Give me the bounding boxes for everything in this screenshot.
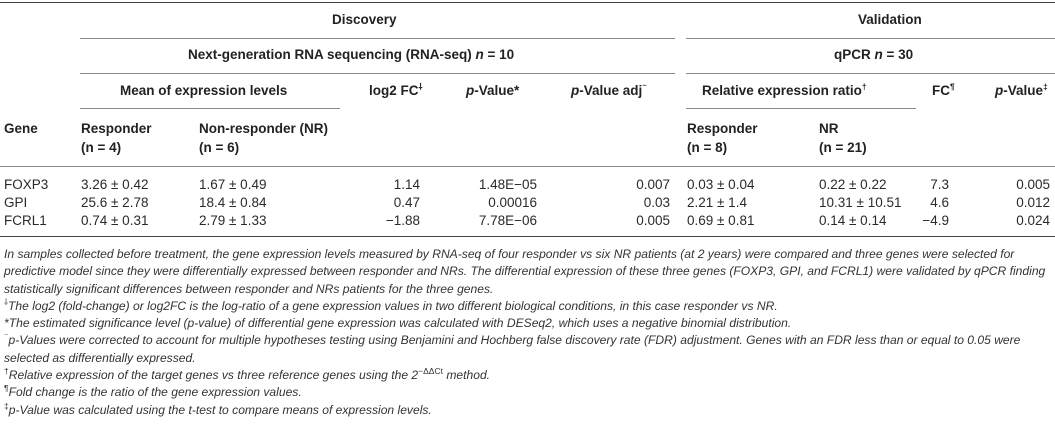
pvalue-validation-cell: 0.024: [1016, 213, 1050, 228]
footnote-pvalue-adj: ⁻p-Values were corrected to account for multiple hypotheses testing using Benjamini and Hochberg false discovery rate (FDR) adjustment. Genes with an FDR less than or equal to 0.05 were selected as differentially expressed.: [4, 331, 1021, 365]
responder-validation-cell: 0.69 ± 0.81: [687, 213, 755, 228]
fc-cell: 4.6: [930, 195, 949, 210]
nr-validation-cell: 10.31 ± 10.51: [819, 195, 902, 210]
responder-cell: 25.6 ± 2.78: [81, 195, 149, 210]
pvalue-validation-cell: 0.012: [1016, 195, 1050, 210]
pvalue-adj-cell: 0.007: [636, 177, 670, 192]
nonresponder-n: (n = 6): [199, 140, 240, 155]
nr-validation-n: (n = 21): [819, 140, 867, 155]
table-top-rule: [0, 2, 1055, 3]
pvalue-adj-cell: 0.005: [636, 213, 670, 228]
footnote-ttest: ‡p-Value was calculated using the t-test to compare means of expression levels.: [4, 400, 432, 417]
log2fc-heading: log2 FC⸸: [369, 81, 423, 98]
gene-cell: FCRL1: [4, 213, 47, 228]
table-footnotes: [4, 246, 1050, 419]
pvalue-cell: 7.78E−06: [478, 213, 537, 228]
responder-validation-n: (n = 8): [687, 140, 728, 155]
responder-validation-heading: Responder: [687, 121, 758, 136]
header-bottom-rule: [0, 166, 1055, 167]
footnote-fold-change: ¶Fold change is the ratio of the gene expression values.: [4, 383, 302, 400]
nonresponder-cell: 2.79 ± 1.33: [199, 213, 267, 228]
pvalue-heading: p-Value*: [466, 83, 520, 98]
fc-cell: 7.3: [930, 177, 949, 192]
nonresponder-cell: 1.67 ± 0.49: [199, 177, 267, 192]
pvalue-cell: 1.48E−05: [478, 177, 537, 192]
rel-expr-rule: [686, 108, 916, 109]
pvalue-validation-heading: p-Value‡: [995, 81, 1048, 98]
nonresponder-cell: 18.4 ± 0.84: [199, 195, 267, 210]
rnaseq-heading: Next-generation RNA sequencing (RNA-seq) n = 10: [188, 47, 515, 62]
relative-expression-heading: Relative expression ratio†: [702, 81, 867, 98]
fc-cell: −4.9: [922, 213, 949, 228]
mean-expr-rule: [80, 108, 340, 109]
fc-heading: FC¶: [932, 81, 955, 98]
pvalue-adj-heading: p-Value adj⁻: [571, 81, 647, 98]
gene-cell: GPI: [4, 195, 28, 210]
validation-heading: Validation: [858, 12, 922, 27]
log2fc-cell: −1.88: [385, 213, 420, 228]
footnote-pvalue: *The estimated significance level (p-value) of differential gene expression was calculated with DESeq2, which uses a negative binomial distribution.: [4, 316, 792, 331]
nonresponder-heading: Non-responder (NR): [199, 121, 328, 136]
responder-validation-cell: 2.21 ± 1.4: [687, 195, 747, 210]
qpcr-rule: [686, 73, 1055, 74]
pvalue-validation-cell: 0.005: [1016, 177, 1050, 192]
responder-cell: 3.26 ± 0.42: [81, 177, 149, 192]
validation-rule: [686, 38, 1055, 39]
nr-validation-cell: 0.22 ± 0.22: [819, 177, 887, 192]
footnote-relative-expression: †Relative expression of the target genes vs three reference genes using the $2^{-\Delta\Delta Ct}$ method.: [4, 366, 491, 383]
pvalue-adj-cell: 0.03: [643, 195, 670, 210]
log2fc-cell: 0.47: [393, 195, 420, 210]
rnaseq-rule: [80, 73, 675, 74]
qpcr-heading: qPCR n = 30: [834, 47, 914, 62]
discovery-rule: [80, 38, 675, 39]
nr-validation-cell: 0.14 ± 0.14: [819, 213, 887, 228]
gene-cell: FOXP3: [4, 177, 49, 192]
nr-validation-heading: NR: [819, 121, 839, 136]
gene-heading: Gene: [4, 121, 38, 136]
responder-n: (n = 4): [81, 140, 122, 155]
mean-expression-heading: Mean of expression levels: [120, 83, 288, 98]
footnote-log2fc: ⸸The log2 (fold-change) or log2FC is the log-ratio of a gene expression values in two different biological conditions, in this case responder vs NR.: [4, 296, 778, 313]
responder-heading: Responder: [81, 121, 152, 136]
responder-cell: 0.74 ± 0.31: [81, 213, 149, 228]
discovery-heading: Discovery: [332, 12, 397, 27]
log2fc-cell: 1.14: [393, 177, 420, 192]
pvalue-cell: 0.00016: [488, 195, 537, 210]
table-bottom-rule: [0, 236, 1055, 237]
responder-validation-cell: 0.03 ± 0.04: [687, 177, 755, 192]
footnote-main: In samples collected before treatment, the gene expression levels measured by RNA-seq of four responder vs six NR patients (at 2 years) were compared and three genes were selected for predictive model since they were differentially expressed between responder and NRs. The differential expression of these three genes (FOXP3, GPI, and FCRL1) were validated by qPCR finding statistically significant differences between responder and NRs patients for the three genes.: [4, 247, 1046, 296]
